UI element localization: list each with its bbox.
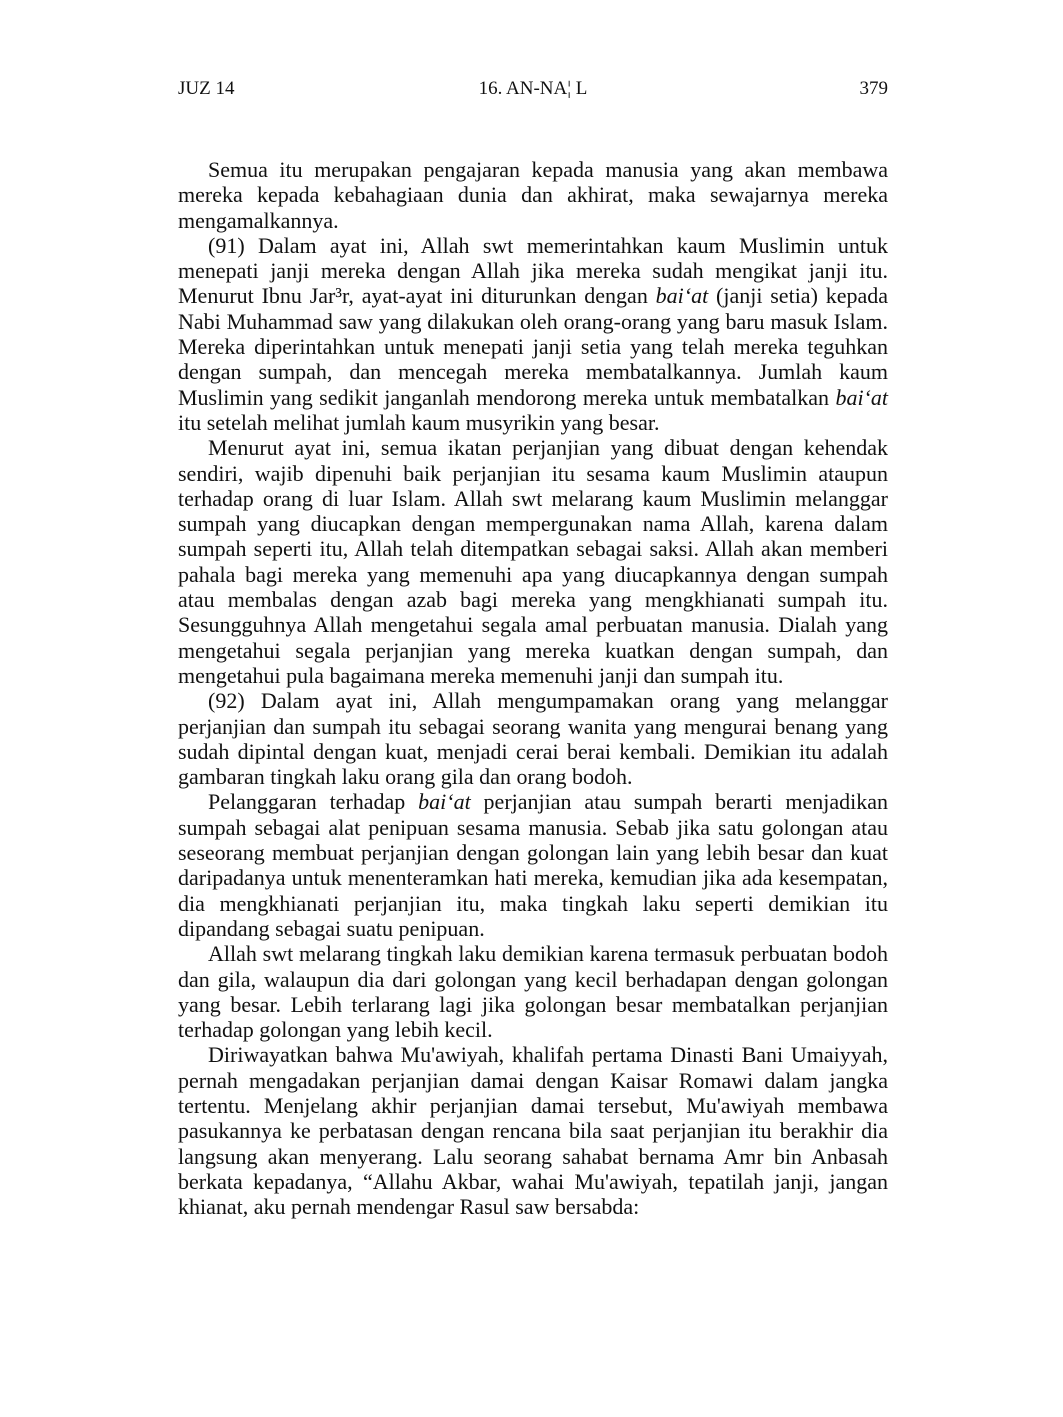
paragraph-text: itu setelah melihat jumlah kaum musyrikin yang besar. (178, 409, 660, 435)
running-head (178, 76, 888, 102)
page-number: 379 (859, 78, 888, 99)
italic-term: bai‘at (655, 283, 709, 309)
paragraph (178, 233, 888, 435)
paragraph (178, 789, 888, 941)
paragraph-text: Allah swt melarang tingkah laku demikian karena termasuk perbuatan bodoh dan gila, walaupun dia dari golongan yang kecil berhadapan dengan golongan yang besar. Lebih terlarang lagi jika golongan besar membatalkan perjanjian terhadap golongan yang lebih kecil. (178, 941, 888, 1043)
paragraph (178, 688, 888, 789)
paragraph-text: Menurut ayat ini, semua ikatan perjanjian yang dibuat dengan kehendak sendiri, wajib dipenuhi baik perjanjian itu sesama kaum Muslimin ataupun terhadap orang di luar Islam. Allah swt melarang kaum Muslimin melanggar sumpah yang diucapkan dengan mempergunakan nama Allah, karena dalam sumpah seperti itu, Allah telah ditempatkan sebagai saksi. Allah akan memberi pahala bagi mereka yang memenuhi apa yang diucapkannya dengan sumpah atau membalas dengan azab bagi mereka yang mengkhianati sumpah itu. Sesungguhnya Allah mengetahui segala amal perbuatan manusia. Dialah yang mengetahui segala perjanjian yang mereka kuatkan dengan sumpah, dan mengetahui pula bagaimana mereka memenuhi janji dan sumpah itu. (178, 435, 888, 688)
paragraph-text: Pelanggaran terhadap (208, 789, 419, 815)
surah-title: 16. AN-NA¦ L (478, 78, 588, 99)
juz-label: JUZ 14 (178, 78, 235, 99)
body-text (178, 157, 888, 1219)
paragraph-text: (janji setia) kepada Nabi Muhammad saw yang dilakukan oleh orang-orang yang baru masuk Islam. Mereka diperintahkan untuk menepati janji setia yang telah mereka teguhkan dengan sumpah, dan mencegah mereka membatalkannya. Jumlah kaum Muslimin yang sedikit janganlah mendorong mereka untuk membatalkan (178, 283, 888, 410)
paragraph-text: perjanjian atau sumpah berarti menjadikan sumpah sebagai alat penipuan sesama manusia. Sebab jika satu golongan atau seseorang membuat perjanjian dengan golongan lain yang lebih besar dan kuat daripadanya untuk menenteramkan hati mereka, kemudian jika ada kesempatan, dia mengkhianati perjanjian itu, maka tingkah laku seperti demikian itu dipandang sebagai suatu penipuan. (178, 789, 889, 941)
italic-term: bai‘at (418, 789, 471, 815)
paragraph-text: (91) Dalam ayat ini, Allah swt memerintahkan kaum Muslimin untuk menepati janji mereka dengan Allah jika mereka sudah mengikat janji itu. Menurut Ibnu Jar³r, ayat-ayat ini diturunkan dengan (178, 232, 888, 309)
paragraph (178, 941, 888, 1042)
paragraph-text: Diriwayatkan bahwa Mu'awiyah, khalifah pertama Dinasti Bani Umaiyyah, pernah mengadakan perjanjian damai dengan Kaisar Romawi dalam jangka tertentu. Menjelang akhir perjanjian damai tersebut, Mu'awiyah membawa pasukannya ke perbatasan dengan rencana bila saat perjanjian itu berakhir dia langsung akan menyerang. Lalu seorang sahabat bernama Amr bin Anbasah berkata kepadanya, “Allahu Akbar, wahai Mu'awiyah, tepatilah janji, jangan khianat, aku pernah mendengar Rasul saw bersabda: (178, 1042, 888, 1220)
paragraph (178, 1042, 888, 1219)
paragraph (178, 157, 888, 233)
paragraph-text: Semua itu merupakan pengajaran kepada manusia yang akan membawa mereka kepada kebahagiaan dunia dan akhirat, maka sewajarnya mereka mengamalkannya. (178, 157, 888, 233)
paragraph-text: (92) Dalam ayat ini, Allah mengumpamakan orang yang melanggar perjanjian dan sumpah itu sebagai seorang wanita yang mengurai benang yang sudah dipintal dengan kuat, menjadi cerai berai kembali. Demikian itu adalah gambaran tingkah laku orang gila dan orang bodoh. (178, 688, 888, 790)
paragraph (178, 435, 888, 688)
italic-term: bai‘at (835, 384, 888, 410)
